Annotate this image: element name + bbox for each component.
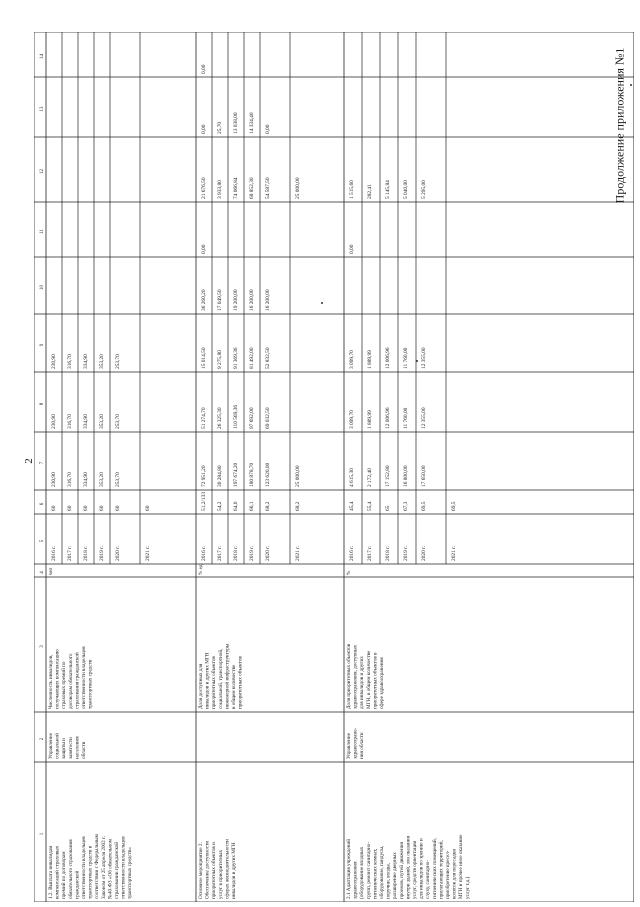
year-label: 2018 г. [385,545,391,561]
appendix-title: Продолжение приложения №1 [612,47,627,204]
indicator-name: в общем количестве [231,664,237,709]
responsible-executor: Управление [346,732,352,759]
measure-name: приобретение кресел- [445,850,451,899]
year-label: 2021 г. [295,545,301,561]
value-cell: 316,70 [67,354,73,369]
value-cell: 81 492,00 [249,347,255,369]
indicator-name: сфере здравоохранения [379,657,385,709]
value-cell: 1 515,60 [349,180,355,199]
responsible-executor: населения [74,736,81,759]
value-cell: 52 832,50 [265,347,271,369]
value-cell: 0,00 [201,244,207,254]
value-cell: 15 014,50 [201,347,207,369]
value-cell: 3 099,70 [349,410,355,429]
column-number: 14 [40,54,45,59]
measure-name: 2.1 Адаптация учреждений [346,839,352,899]
indicator-name: Доля доступных для [198,663,204,709]
value-cell: 54 587,50 [265,177,271,199]
responsible-executor: области [81,741,87,759]
measure-name: групп, ремонт санитарно- [365,841,372,899]
year-label: 2020 г. [421,545,427,561]
measure-name: ответственности владельцев [81,836,87,899]
year-label: 2016 г. [201,545,207,561]
indicator-name: инженерной инфраструктуры [224,643,231,709]
column-number: 2 [40,737,45,741]
value-cell: 91 369,36 [233,347,239,369]
measure-name: транспортных средств» [127,846,134,899]
value-cell: 353,20 [99,472,105,487]
column-number: 10 [40,285,45,290]
column-number: 8 [40,402,45,406]
value-cell: 60 [83,505,89,511]
value-cell: 12 006,96 [385,407,391,429]
measure-name: Законом от 25 апреля 2002 г. [100,836,107,899]
value-cell: 0,00 [201,124,207,134]
column-number: 6 [40,502,45,506]
value-cell: 51,2/133 [201,491,207,511]
indicator-name: транспортных средств [87,659,94,709]
column-number: 4 [40,571,45,574]
measure-name: гигиенических помещений, [431,838,438,899]
value-cell: 282,41 [367,184,373,199]
responsible-executor: Управление [48,732,54,759]
year-label: 2021 г. [145,545,151,561]
value-cell: 72 951,20 [201,465,207,487]
value-cell: 30 284,80 [217,465,223,487]
value-cell: 25,70 [217,121,223,134]
value-cell: 16 200,00 [249,289,255,311]
measure-name: Обеспечение доступности [204,840,211,899]
value-cell: 3 099,70 [349,350,355,369]
measure-name: инвалидов и других МГН [231,842,237,899]
value-cell: 16 200,00 [265,289,271,311]
page-number: 2 [22,458,35,464]
value-cell: 316,70 [67,472,73,487]
value-cell: 68,2 [295,501,301,511]
value-cell: 60 [145,505,151,511]
measure-name: поручни, входы, [385,863,392,899]
value-cell: 5 295,00 [421,180,427,199]
value-cell: 0,00 [349,244,355,254]
value-cell: 54,2 [217,501,223,511]
measure-name: страховании гражданской [114,841,120,899]
responsible-executor: занятости [67,737,74,759]
measure-name: 1.2. Выплата инвалидам [48,845,54,899]
value-cell: 60 [51,505,57,511]
value-cell: 68 852,30 [249,177,255,199]
value-cell: 55,4 [367,501,373,511]
value-cell: 65 [385,505,391,511]
column-number: 9 [40,343,45,347]
year-label: 2016 г. [349,545,355,561]
value-cell: 16 800,00 [403,465,409,487]
measure-name: ответственности владельцев [120,836,127,899]
year-label: 2021 г. [451,545,457,561]
year-label: 2017 г. [67,545,73,561]
value-cell: 4 615,30 [349,468,355,487]
value-cell: 110 569,36 [233,404,239,429]
value-cell: 253,70 [115,414,121,429]
measure-name: сферах жизнедеятельности [224,839,231,899]
value-cell: 11 760,00 [403,407,409,429]
value-cell: 253,70 [115,354,121,369]
value-cell: 5 040,00 [403,180,409,199]
value-cell: 1 889,99 [367,350,373,369]
value-cell: 66,1 [249,501,255,511]
indicator-name: для инвалидов и других [359,656,366,709]
value-cell: 180 878,70 [249,462,255,487]
indicator-name: договорам обязательного [67,653,74,709]
year-label: 2018 г. [233,545,239,561]
value-cell: 12 355,00 [421,407,427,429]
value-cell: 197 674,20 [233,462,239,487]
value-cell: 60 [99,505,105,511]
unit-of-measure: чел [48,567,54,575]
measure-name: соответствии с Федеральным [94,834,101,899]
indicator-name: инвалидов и других МГН [204,652,211,709]
value-cell: 334,90 [83,414,89,429]
column-number: 1 [40,832,45,836]
value-cell: 3 933,80 [217,180,223,199]
value-cell: 0,00 [201,64,207,74]
value-cell: 21 676,50 [201,177,207,199]
indicator-name: Численность инвалидов, [48,654,54,709]
value-cell: 64,0 [233,501,239,511]
value-cell: 12 355,00 [421,347,427,369]
year-label: 2020 г. [115,545,121,561]
responsible-executor: социальной [54,733,61,759]
column-number: 13 [40,106,45,112]
measure-name: обязательного страхования [67,839,74,899]
value-cell: 68,2 [265,501,271,511]
value-cell: 67,3 [403,501,409,511]
indicator-name: приоритетных объектов [237,656,244,709]
value-cell: 230,90 [51,414,57,429]
value-cell: 11 760,00 [403,347,409,369]
column-number: 5 [40,539,45,543]
value-cell: 123 620,00 [265,462,271,487]
value-cell: 60 [115,505,121,511]
value-cell: 5 145,84 [385,180,391,199]
value-cell: 353,20 [99,354,105,369]
value-cell: 2 172,40 [367,468,373,487]
measure-name: расширение дверных [392,852,399,899]
measure-name: оборудование, пандусы, [379,845,385,899]
measure-name: колясок для пересадки [451,848,458,899]
measure-name: для инвалидов по зрению и [418,838,425,899]
value-cell: 230,90 [51,354,57,369]
value-cell: 334,90 [83,354,89,369]
value-cell: 9 275,80 [217,350,223,369]
indicator-name: страховых премий по [61,661,68,709]
value-cell: 334,90 [83,472,89,487]
value-cell: 17 049,50 [217,289,223,311]
value-cell: 353,20 [99,414,105,429]
unit-of-measure: % ед. [198,563,204,575]
indicator-name: приоритетных объектов в [372,652,379,709]
value-cell: 12 006,96 [385,347,391,369]
year-label: 2016 г. [51,545,57,561]
indicator-name: МГН, в общем количестве [365,650,372,709]
value-cell: 17 650,00 [421,465,427,487]
value-cell: 253,70 [115,472,121,487]
value-cell: 97 692,00 [249,407,255,429]
measure-name: премий по договорам [61,851,68,899]
year-label: 2018 г. [83,545,89,561]
value-cell: 1 889,99 [367,410,373,429]
indicator-name: получающих компенсацию [54,649,61,709]
measure-name: компенсаций страховых [54,845,61,899]
measure-name: прилегающих территорий, [438,840,445,899]
unit-of-measure: % [346,570,352,575]
value-cell: 17 152,80 [385,465,391,487]
measure-name: внутри зданий, зон оказания [405,836,412,899]
responsible-executor: защиты и [61,738,68,759]
year-label: 2017 г. [367,545,373,561]
measure-name: гражданской [74,870,81,899]
year-label: 2017 г. [217,545,223,561]
value-cell: 13 038,00 [233,112,239,134]
measure-name: МГН и прочее иное оказание [458,834,465,899]
rotated-table [34,32,634,902]
value-cell: 36 260,20 [201,289,207,311]
measure-name: Основное мероприятие 2. [198,842,204,899]
value-cell: 25 000,00 [295,177,301,199]
measure-name: приоритетных объектов и [211,842,218,899]
column-number: 3 [40,645,45,648]
value-cell: 69,5 [421,501,427,511]
column-number: 12 [40,169,45,174]
measure-name: транспортных средств в [87,845,94,899]
year-label: 2019 г. [403,545,409,561]
measure-name: гигиенических комнат, [372,848,379,899]
indicator-name: Доля приоритетных объектов [346,643,352,709]
year-label: 2019 г. [249,545,255,561]
value-cell: 45,4 [349,501,355,511]
value-cell: 14 334,40 [249,112,255,134]
year-label: 2020 г. [265,545,271,561]
measure-name: слуху, санитарно- [425,859,432,899]
measure-name: (оборудование входных [359,846,366,899]
value-cell: 25 000,00 [295,465,301,487]
measure-name: проемов, путей движения [398,842,405,899]
measure-name: здравоохранения [352,861,359,899]
value-cell: 230,90 [51,472,57,487]
measure-name: услуг в приоритетных [217,849,224,899]
value-cell: 26 325,30 [217,407,223,429]
indicator-name: страхования гражданской [74,652,81,709]
measure-name: №40-ФЗ «Об обязательном [107,839,114,899]
value-cell: 60 [67,505,73,511]
indicator-name: приоритетных объектов [211,656,218,709]
responsible-executor: здравоохране- [352,727,359,759]
indicator-name: социальной, транспортной, [217,648,224,709]
year-label: 2019 г. [99,545,105,561]
table-grid [34,32,634,902]
value-cell: 69,5 [451,501,457,511]
measure-name: услуг т.д.) [464,876,471,899]
value-cell: 74 066,84 [233,177,239,199]
column-number: 7 [40,461,45,465]
responsible-executor: ния области [359,732,366,759]
indicator-name: здравоохранения, доступных [352,644,359,709]
value-cell: 69 032,50 [265,407,271,429]
indicator-name: ответственности владельцев [81,646,87,709]
value-cell: 51 274,70 [201,407,207,429]
measure-name: услуг, средств ориентации [412,840,418,899]
value-cell: 0,00 [265,124,271,134]
column-number: 11 [40,229,45,234]
value-cell: 19 200,00 [233,289,239,311]
value-cell: 316,70 [67,414,73,429]
